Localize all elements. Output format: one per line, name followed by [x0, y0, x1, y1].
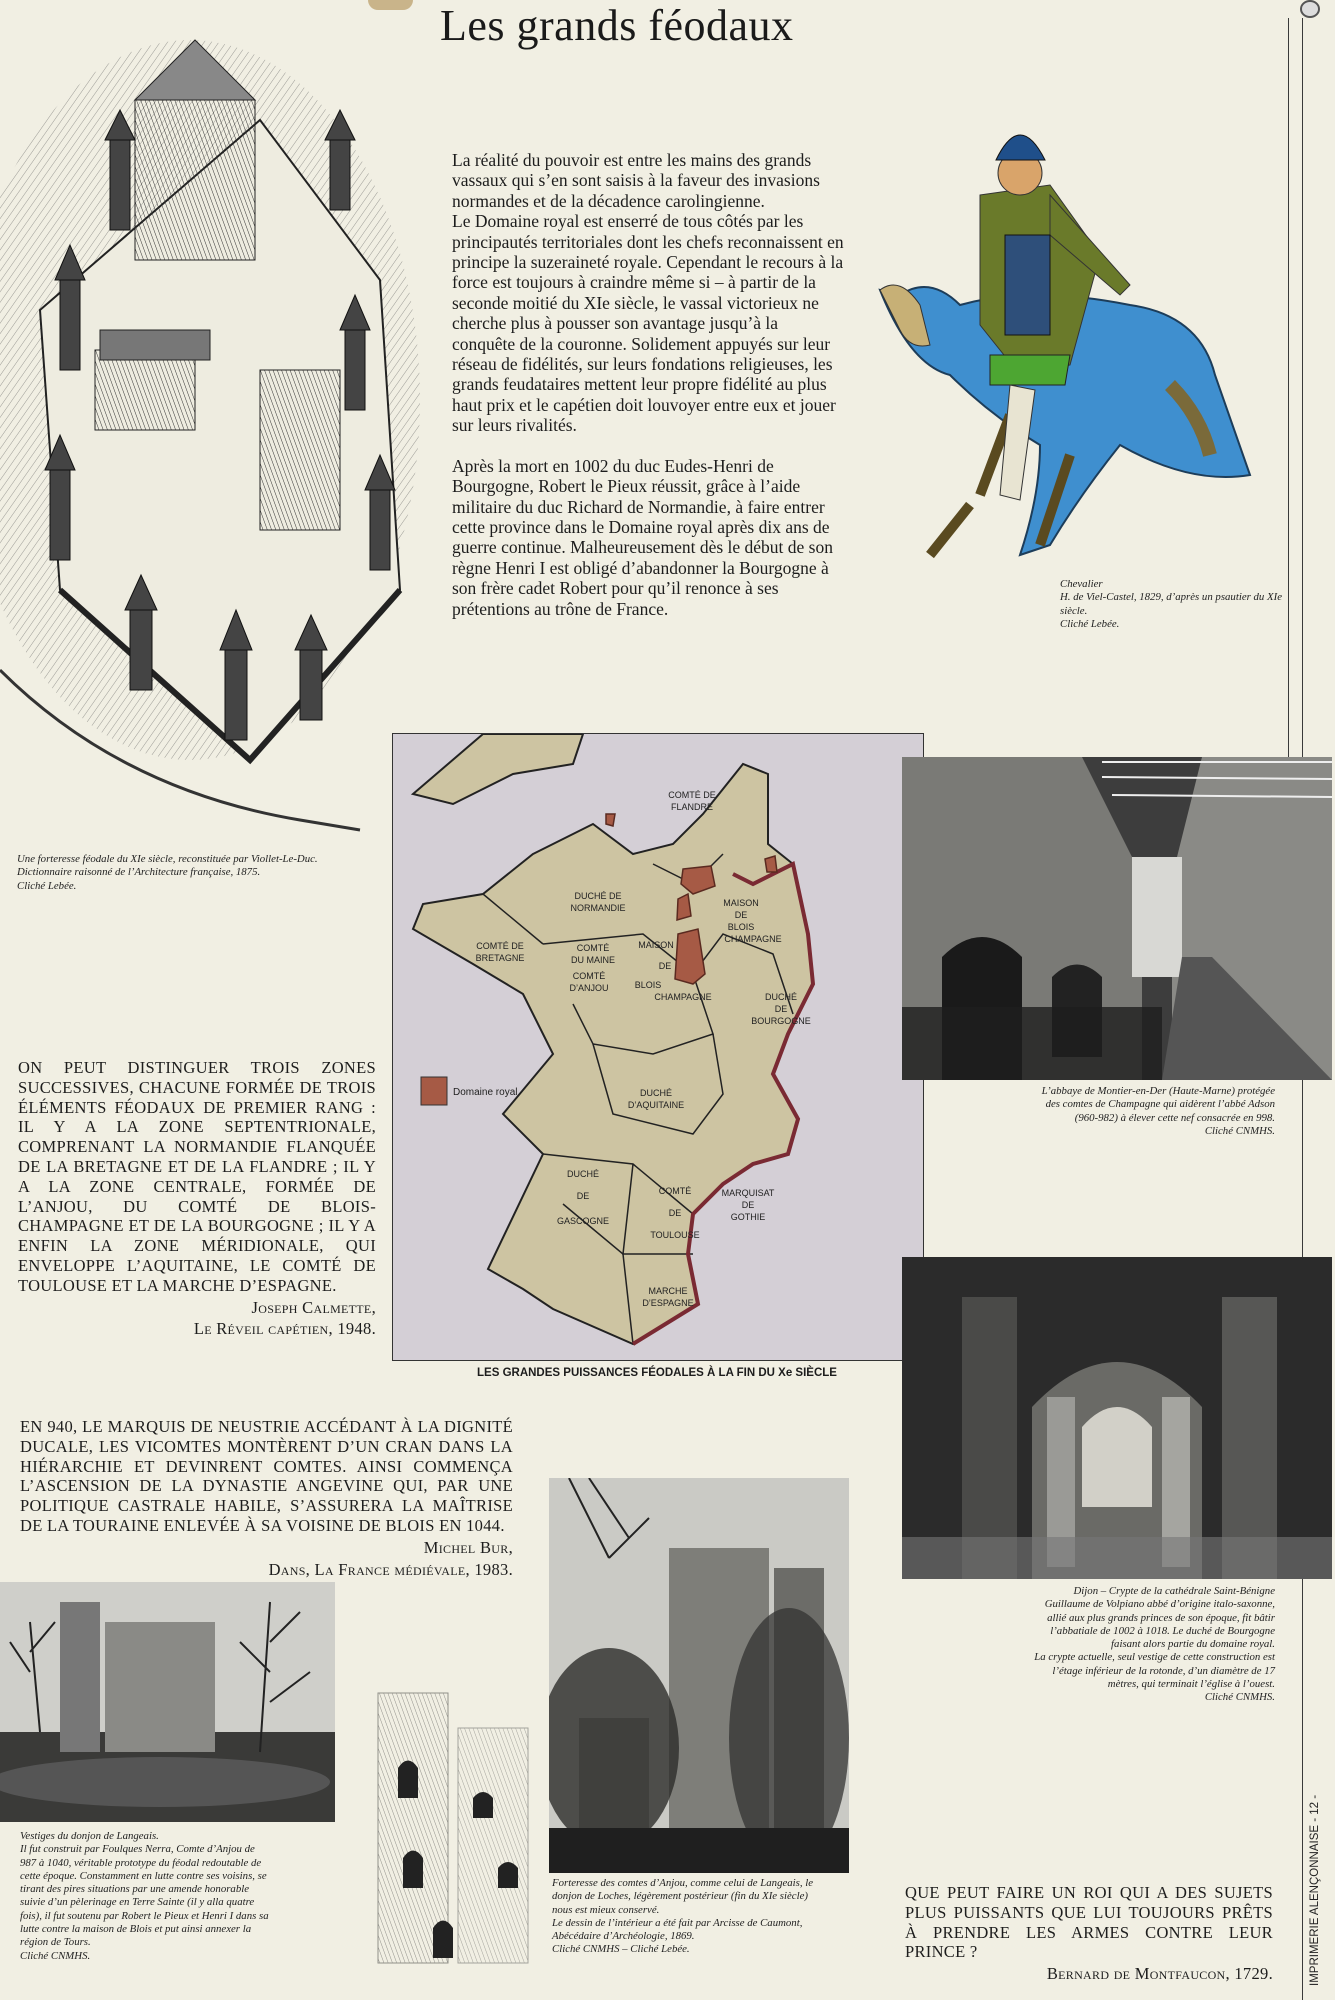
label-flandre-1: COMTÉ DE: [668, 790, 716, 800]
label-de: DE: [658, 961, 672, 971]
bur-quote-text: EN 940, LE MARQUIS DE NEUSTRIE ACCÉDANT À LA DIGNITÉ DUCALE, LES VICOMTES MONTÈRENT D’UN CRAN DANS LA HIÉRARCHIE ET DEVINRENT COMTES. AINSI COMMENÇA L’ASCENSION DE LA DYNASTIE ANGEVINE QUI, PAR UNE POLITIQUE CASTRALE HABILE, S’ASSURERA LA MAÎTRISE DE LA TOURAINE ENLEVÉE À SA VOISINE DE BLOIS EN 1044.: [20, 1417, 513, 1535]
label-blois-1: MAISON: [723, 898, 759, 908]
label-gothie-3: GOTHIE: [730, 1212, 766, 1222]
printer-side-label: [1290, 1794, 1321, 2000]
label-blois-2: DE: [734, 910, 748, 920]
loches-photo: [549, 1478, 849, 1873]
calmette-quote-author: Joseph Calmette,: [251, 1297, 376, 1317]
fortress-caption-title: Une forteresse féodale du XIe siècle, reconstituée par Viollet-Le-Duc.: [17, 853, 318, 865]
label-gascogne-1: DUCHÉ: [566, 1169, 600, 1179]
loches-caption-text: Forteresse des comtes d’Anjou, comme celui de Langeais, le donjon de Loches, légèrement postérieur (fin du XIe siècle) nous est mieux conservé.: [552, 1877, 814, 1916]
legend-label: Domaine royal: [453, 1087, 518, 1098]
label-anjou-2: D’ANJOU: [569, 983, 609, 993]
knight-caption-source: H. de Viel-Castel, 1829, d’après un psautier du XIe siècle.: [1060, 591, 1283, 617]
label-anjou-1: COMTÉ: [572, 971, 606, 981]
label-espagne-1: MARCHE: [648, 1286, 688, 1296]
label-aquitaine-2: D’AQUITAINE: [627, 1100, 685, 1110]
fortress-caption-credit: Cliché Lebée.: [17, 879, 77, 892]
label-gascogne-2: DE: [576, 1191, 590, 1201]
loches-caption-credit: Cliché CNMHS – Cliché Lebée.: [552, 1943, 690, 1956]
label-bretagne-1: COMTÉ DE: [476, 941, 524, 951]
label-toulouse-3: TOULOUSE: [650, 1230, 700, 1240]
loches-caption: [552, 1877, 822, 1957]
label-blois-3: BLOIS: [727, 922, 755, 932]
loches-caption-note: Le dessin de l’intérieur a été fait par Arcisse de Caumont, Abécédaire d’Archéologie, 1869.: [552, 1916, 803, 1943]
legend-swatch: [421, 1077, 447, 1105]
abbey-caption-text: L’abbaye de Montier-en-Der (Haute-Marne) protégée des comtes de Champagne qui aidèrent l’abbé Adson (960-982) à élever cette nef consacrée en 998.: [1041, 1085, 1275, 1124]
label-blois-4: CHAMPAGNE: [724, 934, 782, 944]
knight-illustration: [870, 115, 1290, 575]
langeais-caption-credit: Cliché CNMHS.: [20, 1949, 91, 1962]
label-normandie-1: DUCHÉ DE: [574, 891, 622, 901]
intro-text: [452, 150, 844, 639]
label-gascogne-3: GASCOGNE: [556, 1216, 610, 1226]
calmette-quote-text: ON PEUT DISTINGUER TROIS ZONES SUCCESSIVES, CHACUNE FORMÉE DE TROIS ÉLÉMENTS FÉODAUX DE PREMIER RANG : IL Y A LA ZONE SEPTENTRIONALE, COMPRENANT LA NORMANDIE FLANQUÉE DE LA BRETAGNE ET DE LA FLANDRE ; IL Y A LA ZONE CENTRALE, FORMÉE DE L’ANJOU, DU COMTÉ DE BLOIS-CHAMPAGNE ET DE LA BOURGOGNE ; IL Y A ENFIN LA ZONE MÉRIDIONALE, QUI ENVELOPPE L’AQUITAINE, LE COMTÉ DE TOULOUSE ET LA MARCHE D’ESPAGNE.: [18, 1058, 376, 1295]
intro-paragraph-2: Après la mort en 1002 du duc Eudes-Henri de Bourgogne, Robert le Pieux réussit, grâce à l’aide militaire du duc Richard de Normandie, à faire entrer cette province dans le Domaine royal après dix ans de guerre continue. Malheureusement dès le début de son règne Henri I est obligé d’abandonner la Bourgogne à son frère cadet Robert pour qu’il renonce à ses prétentions au trône de France.: [452, 455, 833, 619]
corner-screw: [1300, 0, 1320, 18]
label-gothie-2: DE: [741, 1200, 755, 1210]
label-blois-b: BLOIS: [634, 980, 662, 990]
label-maison: MAISON: [638, 940, 674, 950]
langeais-caption: [20, 1830, 270, 1963]
feudal-map: [392, 733, 924, 1361]
label-bretagne-2: BRETAGNE: [475, 953, 525, 963]
crypt-caption-credit: Cliché CNMHS.: [1204, 1691, 1275, 1704]
abbey-caption-credit: Cliché CNMHS.: [1204, 1124, 1275, 1137]
label-toulouse-1: COMTÉ: [658, 1186, 692, 1196]
france-territory: [413, 764, 813, 1344]
langeais-caption-text: Il fut construit par Foulques Nerra, Comte d’Anjou de 987 à 1040, véritable prototype du féodal redoutable de cette époque. Constamment en lutte contre ses voisins, se tirant des pires situations par une amende honorable suivie d’un pèlerinage en Terre Sainte (il y alla quatre fois), il fut soutenu par Robert le Pieux et Henri I dans sa lutte contre la maison de Blois et put ainsi annexer la région de Tours.: [20, 1843, 269, 1949]
label-espagne-2: D’ESPAGNE: [642, 1298, 694, 1308]
knight-caption-title: Chevalier: [1060, 578, 1103, 590]
langeais-caption-title: Vestiges du donjon de Langeais.: [20, 1830, 159, 1842]
label-bourgogne-1: DUCHÉ: [764, 992, 798, 1002]
page-title: Les grands féodaux: [440, 1, 794, 50]
crypt-photo: [902, 1257, 1332, 1579]
label-bourgogne-3: BOURGOGNE: [751, 1016, 811, 1026]
label-maine-1: COMTÉ: [576, 943, 610, 953]
bur-quote-author: Michel Bur,: [423, 1537, 513, 1557]
label-champagne-b: CHAMPAGNE: [654, 992, 712, 1002]
crypt-caption: [1030, 1585, 1275, 1705]
abbey-photo: [902, 757, 1332, 1080]
knight-caption: [1060, 578, 1290, 631]
montfaucon-quote-author: Bernard de Montfaucon, 1729.: [1046, 1964, 1273, 1984]
printer-side-text: IMPRIMERIE ALENÇONNAISE - 12 -: [1309, 1794, 1321, 1986]
label-aquitaine-1: DUCHÉ: [639, 1088, 673, 1098]
bur-quote: [20, 1417, 513, 1579]
montfaucon-quote-text: QUE PEUT FAIRE UN ROI QUI A DES SUJETS PLUS PUISSANTS QUE LUI TOUJOURS PRÊTS À PRENDRE LES ARMES CONTRE LEUR PRINCE ?: [905, 1883, 1273, 1962]
calmette-quote-source: Le Réveil capétien, 1948.: [193, 1319, 376, 1339]
fortress-caption: [17, 853, 377, 893]
fortress-illustration: [0, 30, 440, 840]
label-maine-2: DU MAINE: [570, 955, 616, 965]
top-pin: [368, 0, 413, 10]
label-toulouse-2: DE: [668, 1208, 682, 1218]
label-normandie-2: NORMANDIE: [570, 903, 626, 913]
label-flandre-2: FLANDRE: [670, 802, 714, 812]
label-gothie-1: MARQUISAT: [721, 1188, 775, 1198]
england-shape: [413, 734, 583, 804]
langeais-photo: [0, 1582, 335, 1822]
calmette-quote: [18, 1058, 376, 1339]
intro-paragraph-1: La réalité du pouvoir est entre les mains des grands vassaux qui s’en sont saisis à la faveur des invasions normandes et de la décadence carolingienne. Le Domaine royal est enserré de tous côtés par les principautés territoriales dont les chefs reconnaissent en principe la suzeraineté royale. Cependant le recours à la force est toujours à craindre même si – à partir de la seconde moitié du XIe siècle, le vassal victorieux ne cherche plus à pousser son avantage jusqu’à la conquête de la couronne. Solidement appuyés sur leur réseau de fidélités, sur leurs fondations religieuses, les grands feudataires mettent leur propre fidélité au plus haut prix et le capétien doit louvoyer entre eux et jouer sur leurs rivalités.: [452, 150, 844, 436]
crypt-caption-note: La crypte actuelle, seul vestige de cette construction est l’étage inférieur de la rotonde, d’un diamètre de 17 mètres, qui terminait l’église à l’ouest.: [1034, 1651, 1275, 1691]
map-caption: LES GRANDES PUISSANCES FÉODALES À LA FIN DU Xe SIÈCLE: [477, 1367, 837, 1379]
montfaucon-quote: [905, 1883, 1273, 1984]
fortress-caption-source: Dictionnaire raisonné de l’Architecture française, 1875.: [17, 866, 261, 879]
bur-quote-source: Dans, La France médiévale, 1983.: [268, 1559, 513, 1579]
knight-caption-credit: Cliché Lebée.: [1060, 617, 1120, 630]
crypt-caption-text: Dijon – Crypte de la cathédrale Saint-Bénigne Guillaume de Volpiano abbé d’origine italo-saxonne, allié aux plus grands princes de son époque, fit bâtir l’abbatiale de 1002 à 1018. Le duché de Bourgogne faisant alors partie du domaine royal.: [1044, 1585, 1275, 1651]
abbey-caption: [1040, 1085, 1275, 1138]
loches-interior-drawing: [373, 1688, 538, 1978]
label-bourgogne-2: DE: [774, 1004, 788, 1014]
